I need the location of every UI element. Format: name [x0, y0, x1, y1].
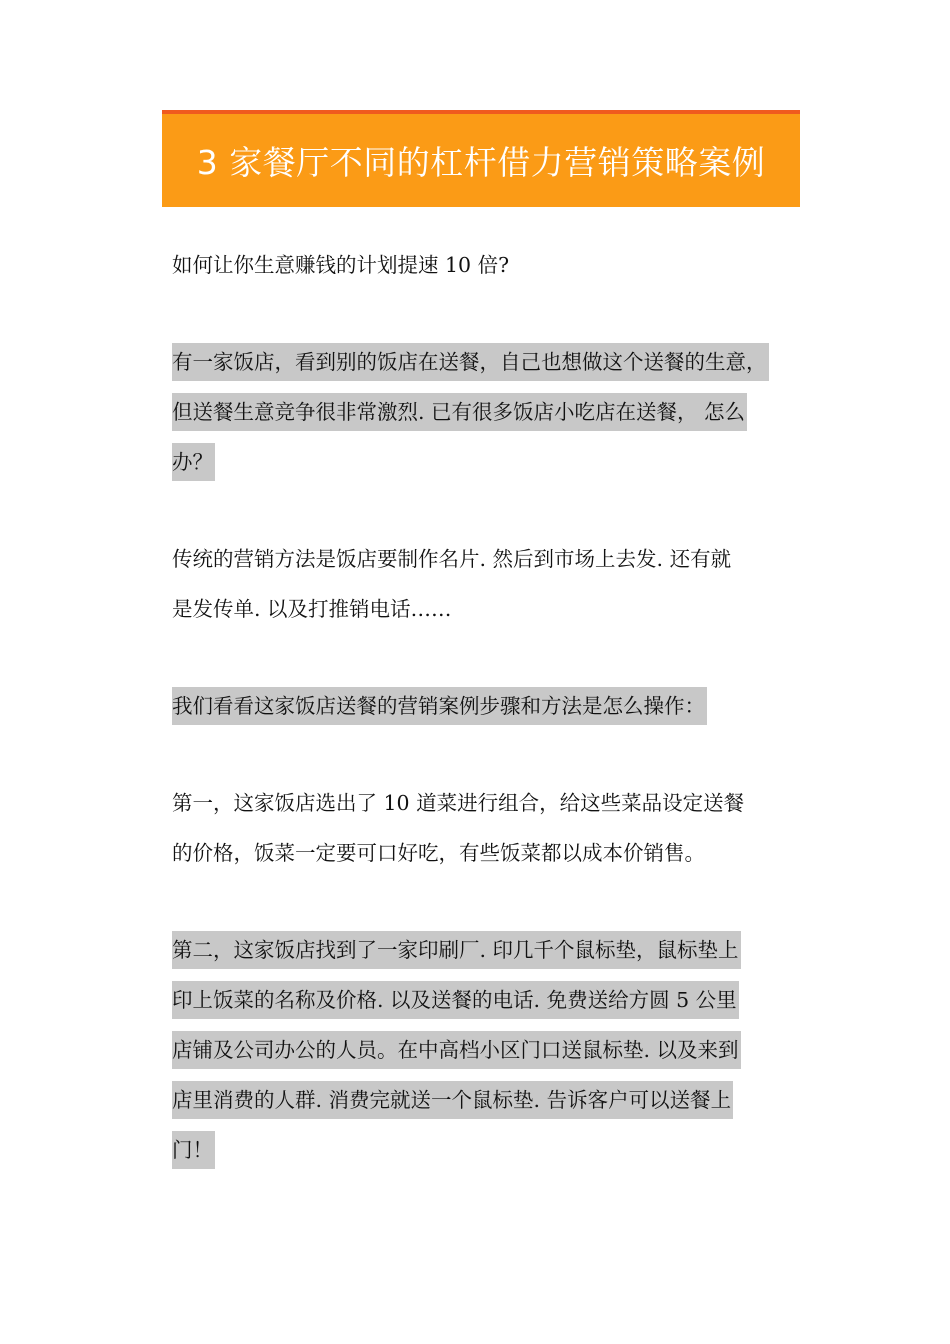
text-line: 是发传单. 以及打推销电话…… — [172, 597, 452, 621]
paragraph-step-two — [172, 925, 792, 1175]
text-line: 但送餐生意竞争很非常激烈. 已有很多饭店小吃店在送餐， 怎么 — [172, 393, 747, 431]
paragraph-traditional — [172, 534, 792, 634]
text-line: 店里消费的人群. 消费完就送一个鼠标垫. 告诉客户可以送餐上 — [172, 1081, 733, 1119]
paragraph-intro — [172, 240, 792, 290]
document-body — [172, 240, 792, 1175]
paragraph-steps-intro — [172, 681, 792, 731]
document-title: 3 家餐厅不同的杠杆借力营销策略案例 — [196, 143, 766, 182]
text-line: 办？ — [172, 443, 215, 481]
text-line: 传统的营销方法是饭店要制作名片. 然后到市场上去发. 还有就 — [172, 547, 732, 571]
text-line: 店铺及公司办公的人员。在中高档小区门口送鼠标垫. 以及来到 — [172, 1031, 741, 1069]
text-line: 如何让你生意赚钱的计划提速 10 倍? — [172, 253, 510, 277]
text-line: 第一，这家饭店选出了 10 道菜进行组合，给这些菜品设定送餐 — [172, 791, 745, 815]
text-line: 的价格，饭菜一定要可口好吃，有些饭菜都以成本价销售。 — [172, 841, 705, 865]
text-line: 我们看看这家饭店送餐的营销案例步骤和方法是怎么操作： — [172, 687, 707, 725]
text-line: 印上饭菜的名称及价格. 以及送餐的电话. 免费送给方圆 5 公里 — [172, 981, 739, 1019]
text-line: 门！ — [172, 1131, 215, 1169]
text-line: 第二，这家饭店找到了一家印刷厂. 印几千个鼠标垫，鼠标垫上 — [172, 931, 741, 969]
paragraph-restaurant — [172, 337, 792, 487]
text-line: 有一家饭店，看到别的饭店在送餐，自己也想做这个送餐的生意， — [172, 343, 769, 381]
paragraph-step-one — [172, 778, 792, 878]
title-banner — [162, 110, 800, 207]
